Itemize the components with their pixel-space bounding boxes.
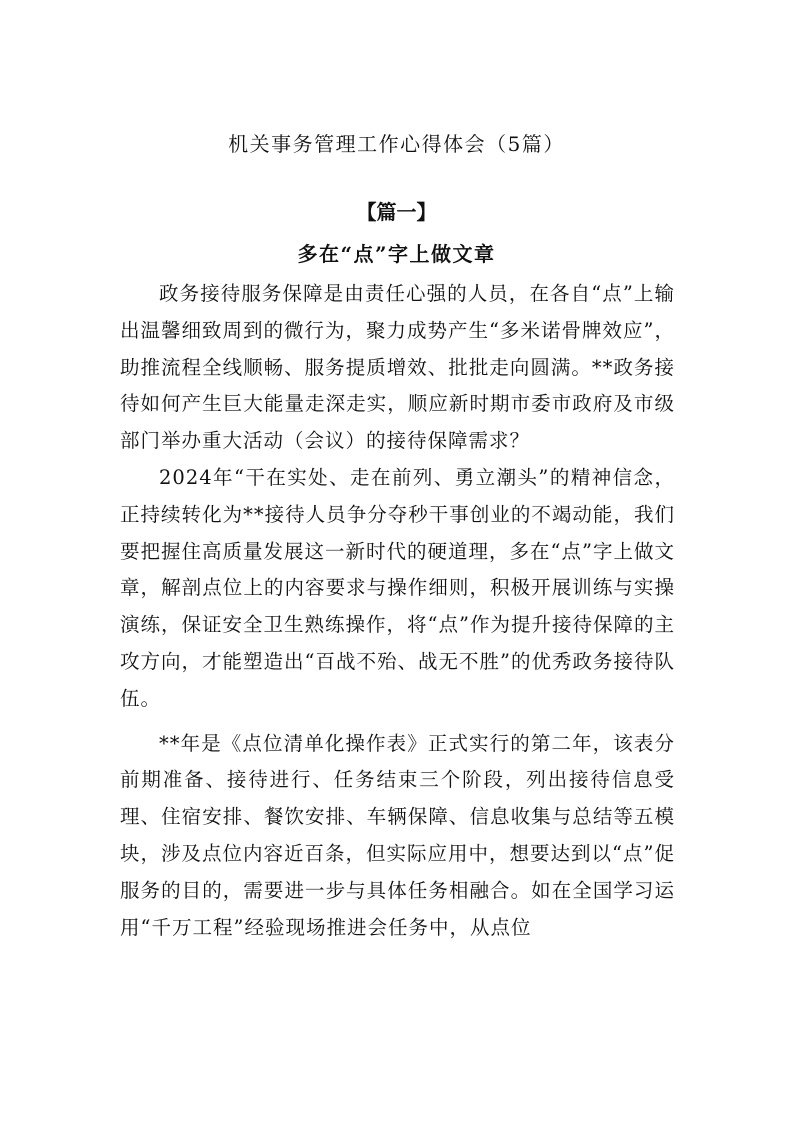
body-paragraph: 2024年“干在实处、走在前列、勇立潮头”的精神信念，正持续转化为**接待人员争分夺秒干事创业的不竭动能，我们要把握住高质量发展这一新时代的硬道理，多在“点”字上做文章，解剖点位上的内容要求与操作细则，积极开展训练与实操演练，保证安全卫生熟练操作，将“点”作为提升接待保障的主攻方向，才能塑造出“百战不殆、战无不胜”的优秀政务接待队伍。 <box>120 465 675 710</box>
body-paragraph: 政务接待服务保障是由责任心强的人员，在各自“点”上输出温馨细致周到的微行为，聚力成势产生“多米诺骨牌效应”，助推流程全线顺畅、服务提质增效、批批走向圆满。**政务接待如何产生巨大能量走深走实，顺应新时期市委市政府及市级部门举办重大活动（会议）的接待保障需求？ <box>120 282 675 453</box>
document-body <box>120 276 675 946</box>
document-title: 机关事务管理工作心得体会（5篇） <box>228 132 565 156</box>
section-heading: 【篇一】 <box>356 200 437 224</box>
body-paragraph: **年是《点位清单化操作表》正式实行的第二年，该表分前期准备、接待进行、任务结束三个阶段，列出接待信息受理、住宿安排、餐饮安排、车辆保障、信息收集与总结等五模块，涉及点位内容近百条，但实际应用中，想要达到以“点”促服务的目的，需要进一步与具体任务相融合。如在全国学习运用“千万工程”经验现场推进会任务中，从点位 <box>120 731 675 939</box>
article-title: 多在“点”字上做文章 <box>297 242 496 266</box>
